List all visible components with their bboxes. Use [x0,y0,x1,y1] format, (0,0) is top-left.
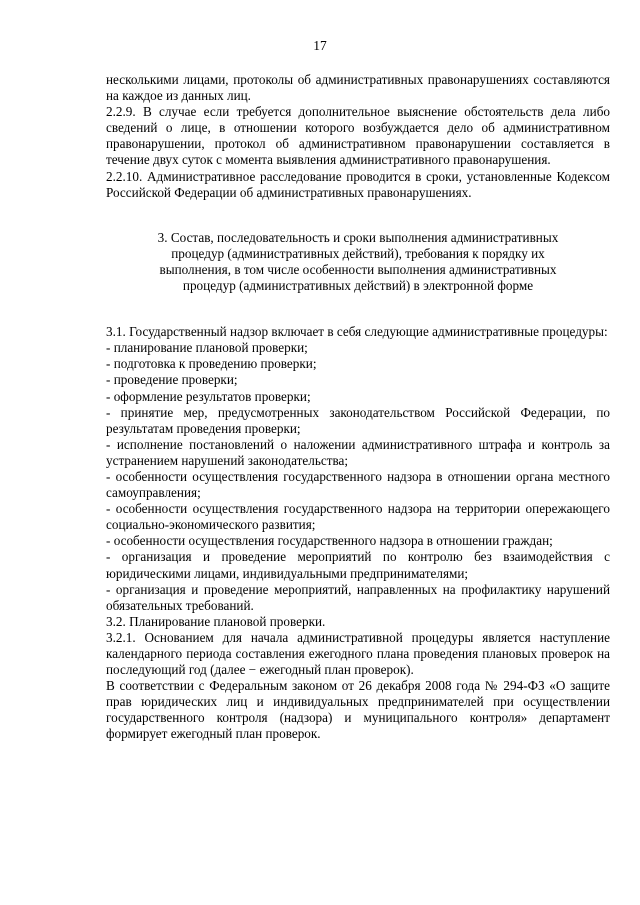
list-item: - организация и проведение мероприятий по контролю без взаимодействия с юридическими лицами, индивидуальными предпринимателями; [106,549,610,581]
page-number: 17 [313,38,327,53]
paragraph: несколькими лицами, протоколы об административных правонарушениях составляются на каждое из данных лиц. [106,72,610,104]
list-item: - оформление результатов проверки; [106,388,311,404]
section-heading-line: процедур (административных действий), требования к порядку их [171,245,545,261]
list-item: - организация и проведение мероприятий, направленных на профилактику нарушений обязательных требований. [106,581,610,613]
paragraph: 2.2.9. В случае если требуется дополнительное выяснение обстоятельств дела либо сведений о лице, в отношении которого возбуждается дело об административном правонарушении, протокол об административном правонарушении составляется в течение двух суток с момента выявления административного правонарушения. [106,104,610,168]
list-item: - особенности осуществления государственного надзора в отношении граждан; [106,533,553,549]
paragraph: В соответствии с Федеральным законом от 26 декабря 2008 года № 294-ФЗ «О защите прав юридических лиц и индивидуальных предпринимателей при осуществлении государственного контроля (надзора) и муниципального контроля» департамент формирует ежегодный план проверок. [106,678,610,742]
list-item: - особенности осуществления государственного надзора в отношении органа местного самоуправления; [106,468,610,501]
list-item: - особенности осуществления государственного надзора на территории опережающего социально-экономического развития; [106,501,610,533]
list-item: - подготовка к проведению проверки; [106,356,317,372]
section-heading [106,230,610,294]
list-item: - планирование плановой проверки; [106,340,308,356]
list-item: - исполнение постановлений о наложении административного штрафа и контроль за устранением нарушений законодательства; [106,436,610,468]
list-item: - проведение проверки; [106,372,238,388]
section-heading-line: процедур (административных действий) в электронной форме [182,278,534,294]
section-heading-line: 3. Состав, последовательность и сроки выполнения административных [157,229,559,245]
paragraph: 3.2. Планирование плановой проверки. [106,613,326,629]
paragraph: 3.2.1. Основанием для начала административной процедуры является наступление календарного периода составления ежегодного плана проведения плановых проверок на последующий год (далее − ежегодный план проверок). [106,629,610,678]
paragraph: 2.2.10. Административное расследование проводится в сроки, установленные Кодексом Российской Федерации об административных правонарушениях. [106,168,610,200]
paragraph: 3.1. Государственный надзор включает в себя следующие административные процедуры: [106,324,608,340]
list-item: - принятие мер, предусмотренных законодательством Российской Федерации, по результатам проведения проверки; [106,404,610,436]
section-heading-line: выполнения, в том числе особенности выполнения административных [159,261,557,277]
document-body [106,72,610,743]
